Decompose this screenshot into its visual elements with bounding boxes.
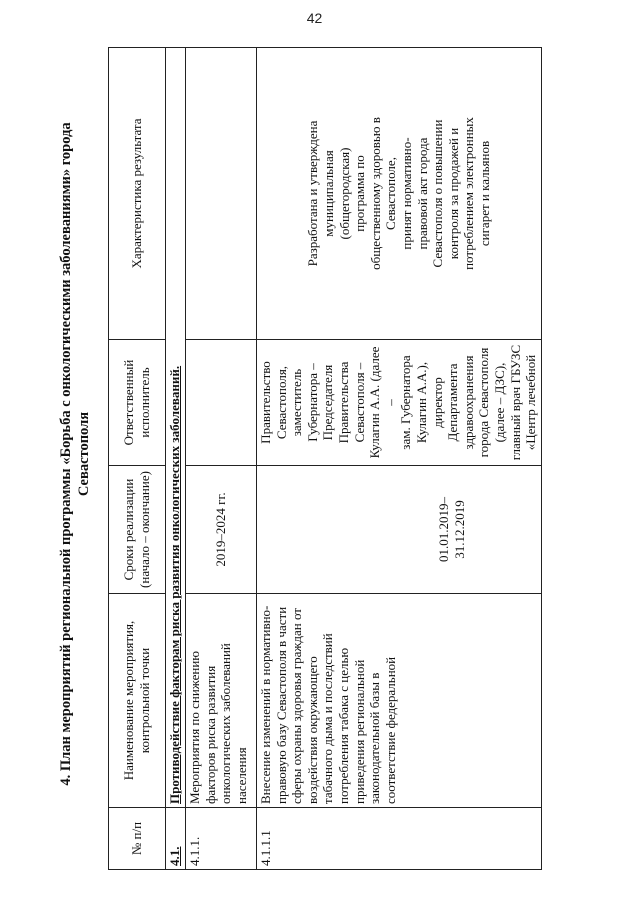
table-row [186, 48, 257, 870]
page-number: 42 [306, 10, 323, 26]
section-heading-text: Противодействие факторам риска развития онкологических заболеваний. [167, 365, 182, 804]
section-title-line-1: 4. План мероприятий региональной программы «Борьба с онкологическими заболеваниями» города [58, 122, 74, 786]
table-header-row [109, 48, 166, 870]
row-num: 4.1.1.1 [257, 808, 542, 870]
row-dates-cell [257, 466, 542, 594]
section-num-text: 4.1. [167, 846, 182, 866]
section-title-line-2: Севастополя [76, 411, 92, 497]
header-num: № п/п [109, 808, 166, 870]
header-name: Наименование мероприятия, контрольной точки [109, 594, 166, 808]
header-responsible: Ответственный исполнитель [109, 340, 166, 466]
row-result [186, 48, 257, 340]
activities-plan-table [108, 47, 542, 870]
row-dates: 2019–2024 гг. [186, 466, 257, 594]
row-num: 4.1.1. [186, 808, 257, 870]
section-num [166, 808, 186, 870]
row-responsible [186, 340, 257, 466]
section-title [8, 34, 108, 874]
header-result: Характеристика результата [109, 48, 166, 340]
header-dates: Сроки реализации (начало – окончание) [109, 466, 166, 594]
row-name: Мероприятия по снижению факторов риска развития онкологических заболеваний населения [186, 594, 257, 808]
table-row [257, 48, 542, 870]
row-responsible: Правительство Севастополя, заместитель Губернатора – Председателя Правительства Севастополя – Кулагин А.А. (далее – зам. Губернатора Кулагин А.А.), директор Департамента здравоохранения города Севастополя (далее – ДЗС), главный врач ГБУЗС «Центр лечебной [257, 340, 542, 466]
section-heading [166, 48, 186, 808]
table-section-row [166, 48, 186, 870]
row-result: Разработана и утверждена муниципальная (общегородская) программа по общественному здоровью в Севастополе, принят нормативно- правовой акт города Севастополя о повышении контроля за продажей и потреблением электронных сигарет и кальянов [257, 48, 542, 340]
row-dates: 01.01.2019– 31.12.2019 [436, 497, 467, 562]
rotated-page-content [8, 34, 600, 874]
row-name: Внесение изменений в нормативно- правовую базу Севастополя в части сферы охраны здоровья граждан от воздействия окружающего табачного дыма и последствий потребления табака с целью приведения региональной законодательной базы в соответствие федеральной [257, 594, 542, 808]
